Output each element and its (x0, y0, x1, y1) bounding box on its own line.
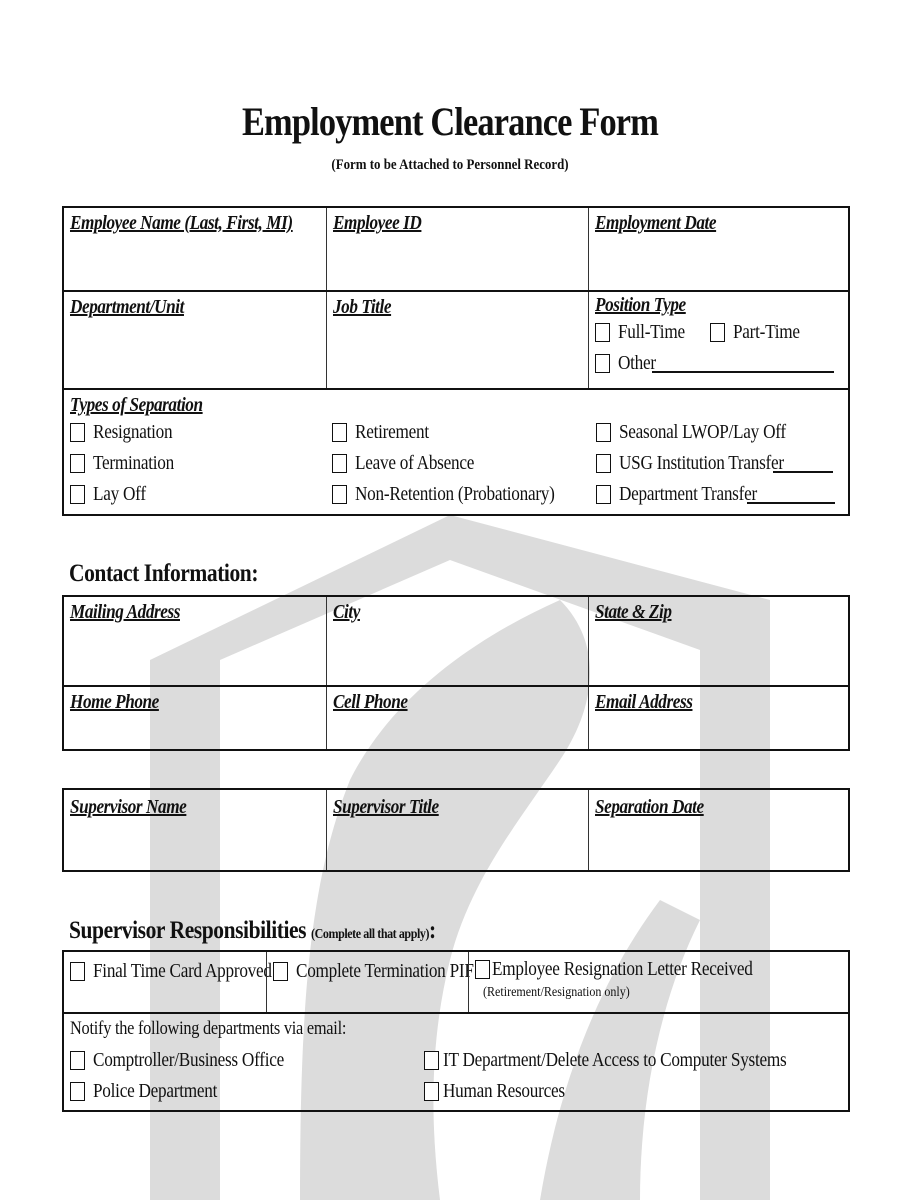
responsibility-cell (266, 952, 474, 1012)
notify-item: IT Department/Delete Access to Computer Systems (442, 1049, 787, 1071)
checkbox-icon[interactable] (70, 454, 85, 473)
checkbox-icon[interactable] (424, 1082, 439, 1101)
separation-option: Department Transfer (619, 483, 757, 505)
department-field[interactable] (64, 292, 326, 388)
position-option-full-time: Full-Time (618, 321, 685, 343)
checkbox-icon[interactable] (595, 323, 610, 342)
city-label: City (333, 601, 360, 623)
department-blank-line[interactable] (747, 486, 835, 504)
separation-types-cell (64, 390, 848, 514)
checkbox-icon[interactable] (332, 485, 347, 504)
checkbox-icon[interactable] (596, 454, 611, 473)
notify-cell (64, 1014, 848, 1110)
notify-label: Notify the following departments via email: (70, 1018, 347, 1039)
checkbox-icon[interactable] (596, 485, 611, 504)
supervisor-table (62, 788, 850, 872)
separation-date-field[interactable] (588, 790, 848, 870)
cell-phone-field[interactable] (326, 687, 588, 749)
home-phone-field[interactable] (64, 687, 326, 749)
position-type-label: Position Type (595, 294, 686, 316)
position-type-cell (588, 292, 848, 388)
separation-option: Lay Off (93, 483, 146, 505)
checkbox-icon[interactable] (596, 423, 611, 442)
employee-id-label: Employee ID (333, 212, 422, 234)
checkbox-icon[interactable] (710, 323, 725, 342)
responsibilities-table (62, 950, 850, 1112)
home-phone-label: Home Phone (70, 691, 159, 713)
resignation-note: (Retirement/Resignation only) (483, 985, 630, 1000)
employee-name-label: Employee Name (Last, First, MI) (70, 212, 293, 234)
checkbox-icon[interactable] (70, 423, 85, 442)
separation-option: Non-Retention (Probationary) (355, 483, 555, 505)
responsibilities-heading (69, 917, 436, 945)
checkbox-icon[interactable] (332, 423, 347, 442)
supervisor-name-label: Supervisor Name (70, 796, 187, 818)
checkbox-icon[interactable] (70, 1082, 85, 1101)
page-subtitle: (Form to be Attached to Personnel Record) (331, 157, 569, 173)
responsibilities-heading-colon: : (429, 917, 436, 944)
state-zip-field[interactable] (588, 597, 848, 685)
separation-option: Leave of Absence (355, 452, 475, 474)
checkbox-icon[interactable] (70, 962, 85, 981)
email-address-field[interactable] (588, 687, 848, 749)
job-title-field[interactable] (326, 292, 588, 388)
responsibility-cell (468, 952, 848, 1012)
notify-item: Human Resources (442, 1080, 565, 1102)
separation-option: Seasonal LWOP/Lay Off (619, 421, 786, 443)
position-option-other: Other (618, 352, 656, 374)
cell-phone-label: Cell Phone (333, 691, 408, 713)
separation-option: Retirement (355, 421, 429, 443)
employee-info-table (62, 206, 850, 516)
mailing-address-label: Mailing Address (70, 601, 180, 623)
responsibilities-heading-note: (Complete all that apply) (311, 927, 430, 942)
checkbox-icon[interactable] (595, 354, 610, 373)
page-title: Employment Clearance Form (241, 99, 659, 144)
notify-item: Comptroller/Business Office (93, 1049, 284, 1071)
city-field[interactable] (326, 597, 588, 685)
checkbox-icon[interactable] (332, 454, 347, 473)
separation-option: USG Institution Transfer (619, 452, 784, 474)
separation-types-label: Types of Separation (70, 394, 203, 416)
checkbox-icon[interactable] (424, 1051, 439, 1070)
notify-item: Police Department (93, 1080, 218, 1102)
contact-heading: Contact Information: (69, 560, 259, 587)
responsibility-item: Final Time Card Approved (93, 960, 272, 982)
mailing-address-field[interactable] (64, 597, 326, 685)
supervisor-title-label: Supervisor Title (333, 796, 439, 818)
checkbox-icon[interactable] (273, 962, 288, 981)
checkbox-icon[interactable] (475, 960, 490, 979)
responsibility-item: Complete Termination PIF (296, 960, 474, 982)
employee-id-field[interactable] (326, 208, 588, 290)
employee-name-field[interactable] (64, 208, 326, 290)
checkbox-icon[interactable] (70, 1051, 85, 1070)
other-blank-line[interactable] (652, 355, 834, 373)
separation-option: Termination (93, 452, 174, 474)
separation-option: Resignation (93, 421, 173, 443)
department-label: Department/Unit (70, 296, 184, 318)
email-address-label: Email Address (595, 691, 693, 713)
state-zip-label: State & Zip (595, 601, 672, 623)
responsibility-item: Employee Resignation Letter Received (492, 958, 753, 980)
job-title-label: Job Title (333, 296, 392, 318)
responsibilities-heading-text: Supervisor Responsibilities (69, 917, 307, 944)
separation-date-label: Separation Date (595, 796, 704, 818)
position-option-part-time: Part-Time (733, 321, 800, 343)
responsibility-cell (64, 952, 272, 1012)
contact-table (62, 595, 850, 751)
supervisor-name-field[interactable] (64, 790, 326, 870)
employment-date-label: Employment Date (595, 212, 717, 234)
employment-date-field[interactable] (588, 208, 848, 290)
checkbox-icon[interactable] (70, 485, 85, 504)
supervisor-title-field[interactable] (326, 790, 588, 870)
